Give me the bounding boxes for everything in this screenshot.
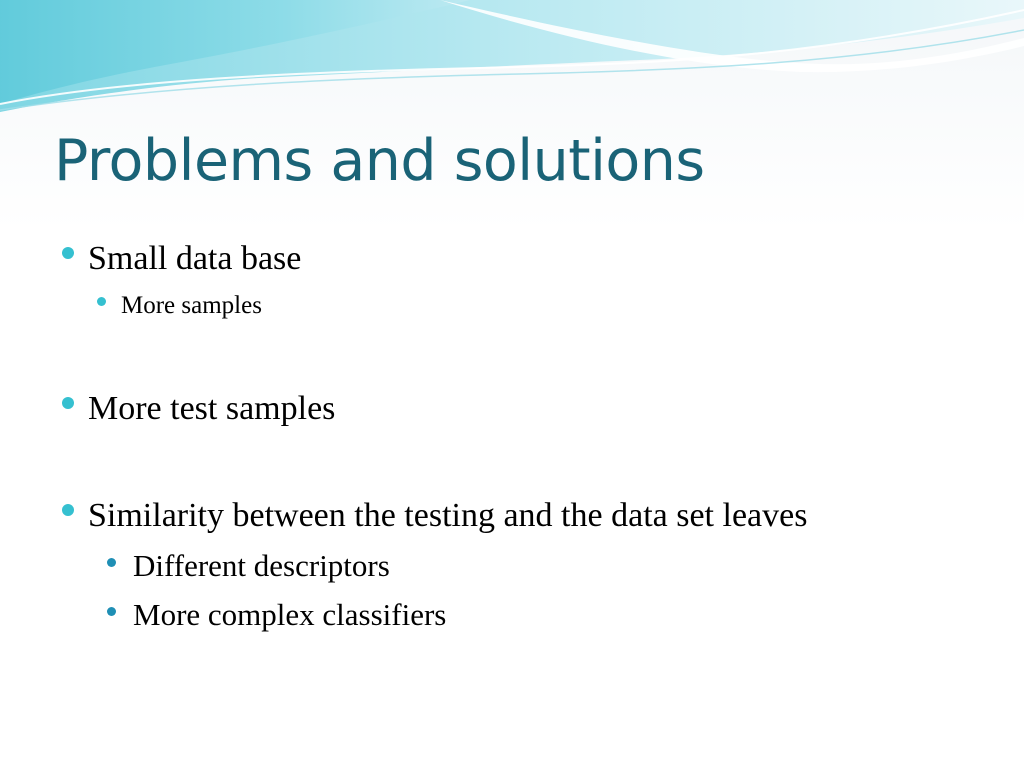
bullet-text: Small data base bbox=[88, 240, 302, 277]
bullet-dot-icon bbox=[107, 558, 116, 567]
bullet-dot-icon bbox=[62, 504, 74, 516]
bullet-item bbox=[62, 497, 807, 535]
bullet-item bbox=[62, 390, 335, 428]
sub-bullet-item bbox=[107, 597, 446, 633]
bullet-item bbox=[62, 240, 301, 278]
bullet-dot-icon bbox=[62, 397, 74, 409]
bullet-dot-icon bbox=[107, 607, 116, 616]
sub-bullet-item bbox=[97, 292, 262, 320]
bullet-text: Different descriptors bbox=[133, 548, 390, 583]
bullet-text: More samples bbox=[121, 292, 262, 319]
bullet-text: More test samples bbox=[88, 390, 336, 427]
sub-bullet-item bbox=[107, 548, 390, 584]
bullet-text: More complex classifiers bbox=[133, 597, 447, 632]
bullet-text: Similarity between the testing and the data set leaves bbox=[88, 497, 808, 534]
slide-title: Problems and solutions bbox=[54, 128, 705, 194]
bullet-dot-icon bbox=[62, 247, 74, 259]
bullet-dot-icon bbox=[97, 297, 106, 306]
